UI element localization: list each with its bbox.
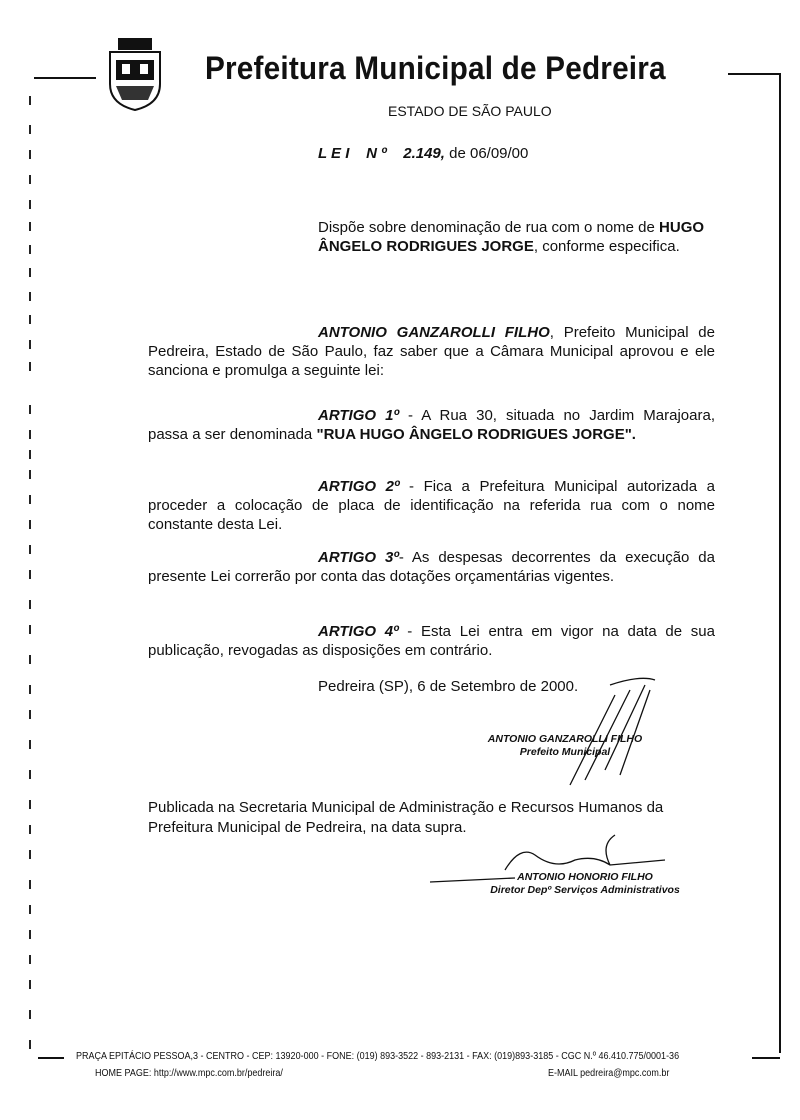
header-rule-left xyxy=(34,77,96,79)
footer-address: PRAÇA EPITÁCIO PESSOA,3 - CENTRO - CEP: 13920-000 - FONE: (019) 893-3522 - 893-2131 - FAX: (019)893-3185 - CGC N.º 46.410.775/0001-36 xyxy=(76,1051,680,1062)
article-4: ARTIGO 4º - Esta Lei entra em vigor na data de sua publicação, revogadas as disposições em contrário. xyxy=(148,623,715,659)
page-title: Prefeitura Municipal de Pedreira xyxy=(205,50,666,86)
footer-rule-right xyxy=(752,1057,780,1059)
footer-rule-left xyxy=(38,1057,64,1059)
publication-note: Publicada na Secretaria Municipal de Administração e Recursos Humanos da Prefeitura Municipal de Pedreira, na data supra. xyxy=(148,799,664,836)
law-number: L E I N º 2.149, de 06/09/00 xyxy=(318,145,529,162)
right-border xyxy=(779,73,781,1053)
signature-1-role: Prefeito Municipal xyxy=(519,746,611,758)
state-name: ESTADO DE SÃO PAULO xyxy=(388,103,552,119)
article-2: ARTIGO 2º - Fica a Prefeitura Municipal autorizada a proceder a colocação de placa de identificação na referida rua com o nome constante desta Lei. xyxy=(148,478,715,533)
footer-email: E-MAIL pedreira@mpc.com.br xyxy=(548,1068,670,1079)
article-3: ARTIGO 3º- As despesas decorrentes da execução da presente Lei correrão por conta das dotações orçamentárias vigentes. xyxy=(148,549,715,585)
intro-paragraph: ANTONIO GANZAROLLI FILHO, Prefeito Municipal de Pedreira, Estado de São Paulo, faz saber que a Câmara Municipal aprovou e ele sanciona e promulga a seguinte lei: xyxy=(148,324,715,379)
place-date: Pedreira (SP), 6 de Setembro de 2000. xyxy=(318,678,579,695)
municipal-crest-icon xyxy=(104,34,166,114)
signature-1-name: ANTONIO GANZAROLLI FILHO xyxy=(487,733,643,745)
article-1: ARTIGO 1º - A Rua 30, situada no Jardim Marajoara, passa a ser denominada "RUA HUGO ÂNGELO RODRIGUES JORGE". xyxy=(148,407,715,443)
law-summary: Dispõe sobre denominação de rua com o nome de HUGO ÂNGELO RODRIGUES JORGE, conforme especifica. xyxy=(318,219,705,255)
signature-2-name: ANTONIO HONORIO FILHO xyxy=(517,871,653,883)
header-rule-right xyxy=(728,73,780,75)
footer-homepage: HOME PAGE: http://www.mpc.com.br/pedreira/ xyxy=(95,1068,283,1079)
signature-2-role: Diretor Depº Serviços Administrativos xyxy=(490,884,680,896)
